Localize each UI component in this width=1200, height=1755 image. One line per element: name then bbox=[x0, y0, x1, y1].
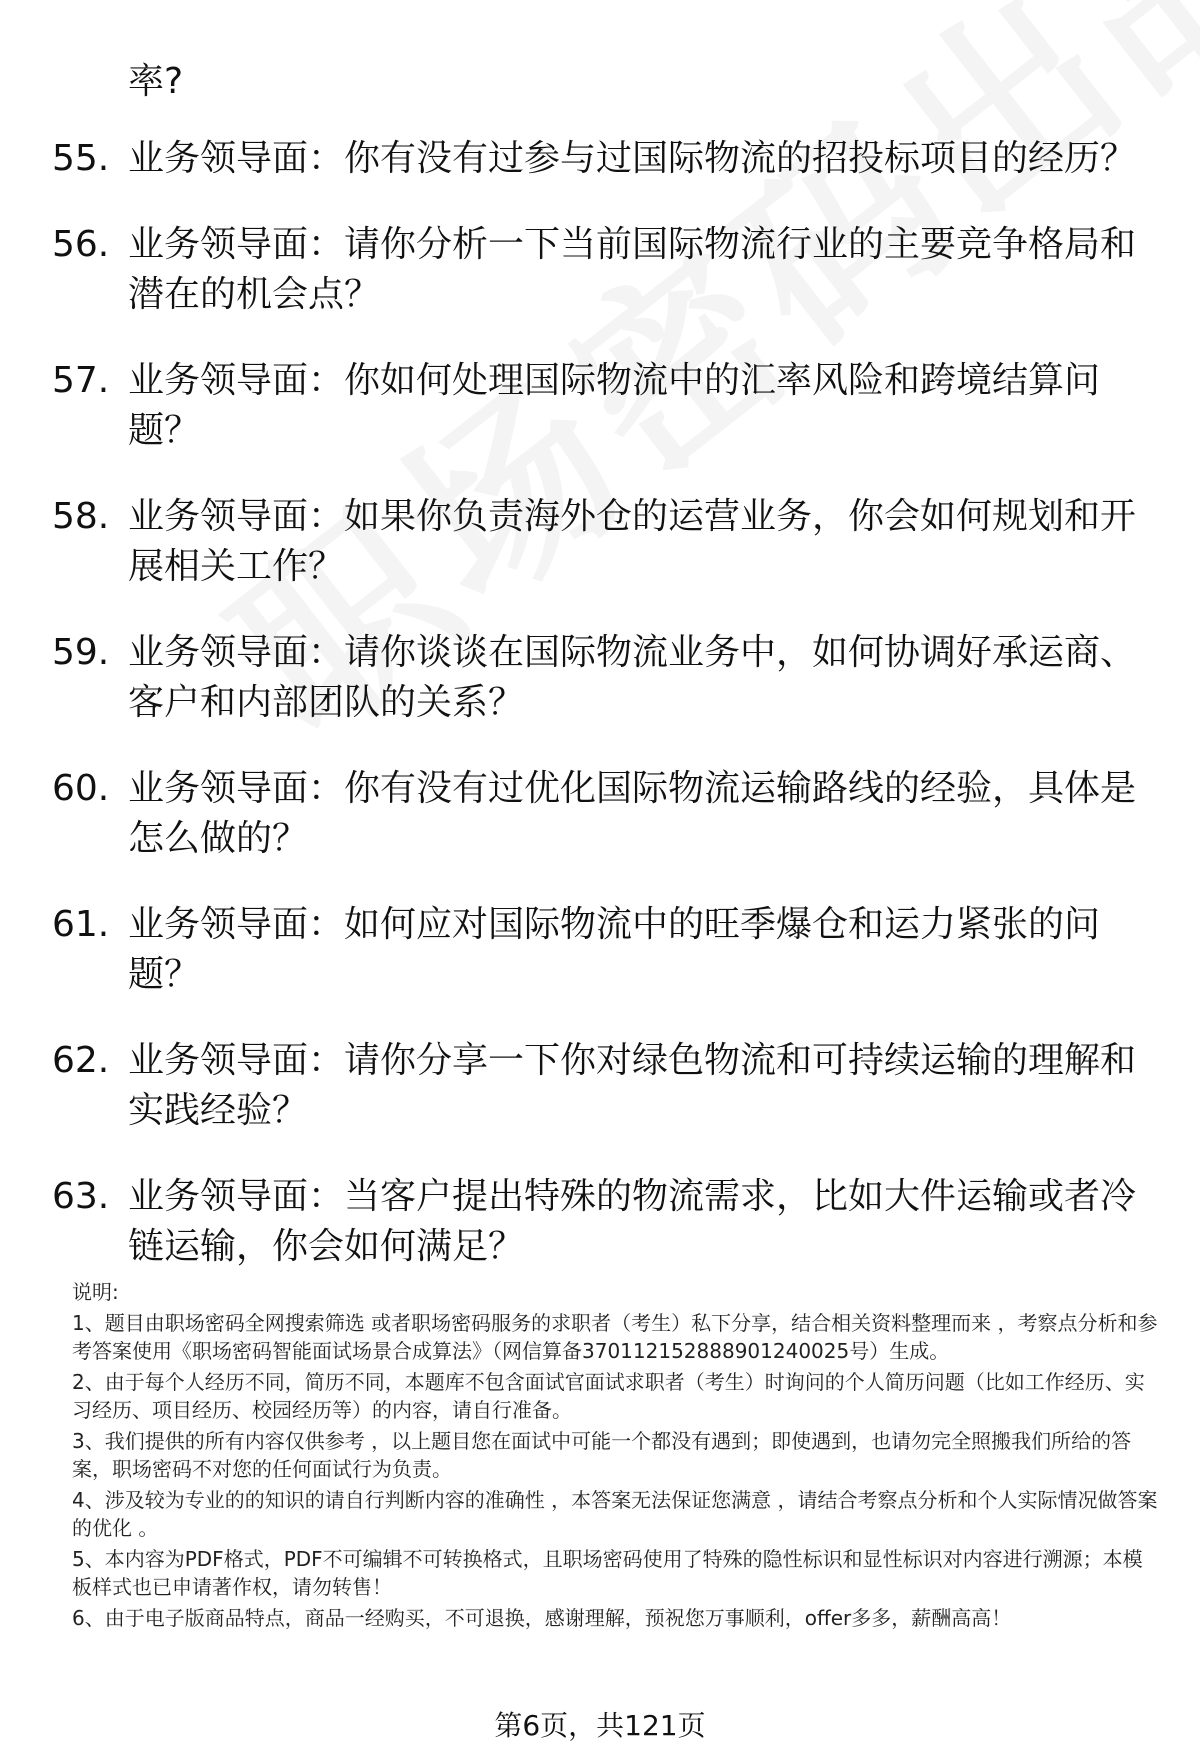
question-item bbox=[52, 1036, 1152, 1136]
question-list bbox=[52, 134, 1152, 1308]
question-item bbox=[52, 1172, 1152, 1272]
continued-question-tail: 率? bbox=[128, 61, 184, 102]
question-item bbox=[52, 220, 1152, 320]
question-item bbox=[52, 628, 1152, 728]
note-item: 1、题目由职场密码全网搜索筛选 或者职场密码服务的求职者（考生）私下分享，结合相关资料整理而来 ，考察点分析和参考答案使用《职场密码智能面试场景合成算法》（网信算备370112152888901240025号）生成。 bbox=[72, 1311, 1158, 1363]
question-number: 60. bbox=[52, 768, 110, 809]
question-text: 业务领导面：如何应对国际物流中的旺季爆仓和运力紧张的问题？ bbox=[128, 904, 1101, 995]
question-text: 业务领导面：请你分享一下你对绿色物流和可持续运输的理解和实践经验？ bbox=[128, 1040, 1137, 1131]
question-item bbox=[52, 356, 1152, 456]
note-item: 5、本内容为PDF格式，PDF不可编辑不可转换格式，且职场密码使用了特殊的隐性标识和显性标识对内容进行溯源；本模板样式也已申请著作权，请勿转售！ bbox=[72, 1547, 1143, 1599]
question-number: 57. bbox=[52, 360, 110, 401]
question-text: 业务领导面：请你谈谈在国际物流业务中，如何协调好承运商、客户和内部团队的关系？ bbox=[128, 632, 1137, 723]
question-item bbox=[52, 492, 1152, 592]
question-item bbox=[52, 900, 1152, 1000]
question-item bbox=[52, 134, 1152, 184]
question-text: 业务领导面：当客户提出特殊的物流需求，比如大件运输或者冷链运输，你会如何满足？ bbox=[128, 1176, 1137, 1267]
question-number: 59. bbox=[52, 632, 110, 673]
question-number: 55. bbox=[52, 138, 110, 179]
disclaimer-notes bbox=[72, 1278, 1162, 1635]
question-text: 业务领导面：你有没有过优化国际物流运输路线的经验，具体是怎么做的？ bbox=[128, 768, 1137, 859]
notes-heading: 说明: bbox=[72, 1280, 119, 1304]
note-item: 6、由于电子版商品特点，商品一经购买，不可退换，感谢理解，预祝您万事顺利，offer多多，薪酬高高！ bbox=[72, 1606, 1012, 1630]
note-item: 2、由于每个人经历不同，简历不同，本题库不包含面试官面试求职者（考生）时询问的个人简历问题（比如工作经历、实习经历、项目经历、校园经历等）的内容，请自行准备。 bbox=[72, 1370, 1145, 1422]
page-number: 第6页，共121页 bbox=[494, 1709, 706, 1742]
question-text: 业务领导面：你如何处理国际物流中的汇率风险和跨境结算问题？ bbox=[128, 360, 1101, 451]
question-text: 业务领导面：请你分析一下当前国际物流行业的主要竞争格局和潜在的机会点？ bbox=[128, 224, 1137, 315]
question-number: 62. bbox=[52, 1040, 110, 1081]
question-item bbox=[52, 764, 1152, 864]
question-number: 63. bbox=[52, 1176, 110, 1217]
note-item: 4、涉及较为专业的的知识的请自行判断内容的准确性 ，本答案无法保证您满意 ，请结合考察点分析和个人实际情况做答案的优化 。 bbox=[72, 1488, 1158, 1540]
question-number: 61. bbox=[52, 904, 110, 945]
question-number: 58. bbox=[52, 496, 110, 537]
note-item: 3、我们提供的所有内容仅供参考 ，以上题目您在面试中可能一个都没有遇到；即使遇到，也请勿完全照搬我们所给的答案，职场密码不对您的任何面试行为负责。 bbox=[72, 1429, 1132, 1481]
question-text: 业务领导面：你有没有过参与过国际物流的招投标项目的经历？ bbox=[128, 138, 1137, 179]
question-text: 业务领导面：如果你负责海外仓的运营业务，你会如何规划和开展相关工作？ bbox=[128, 496, 1137, 587]
question-number: 56. bbox=[52, 224, 110, 265]
